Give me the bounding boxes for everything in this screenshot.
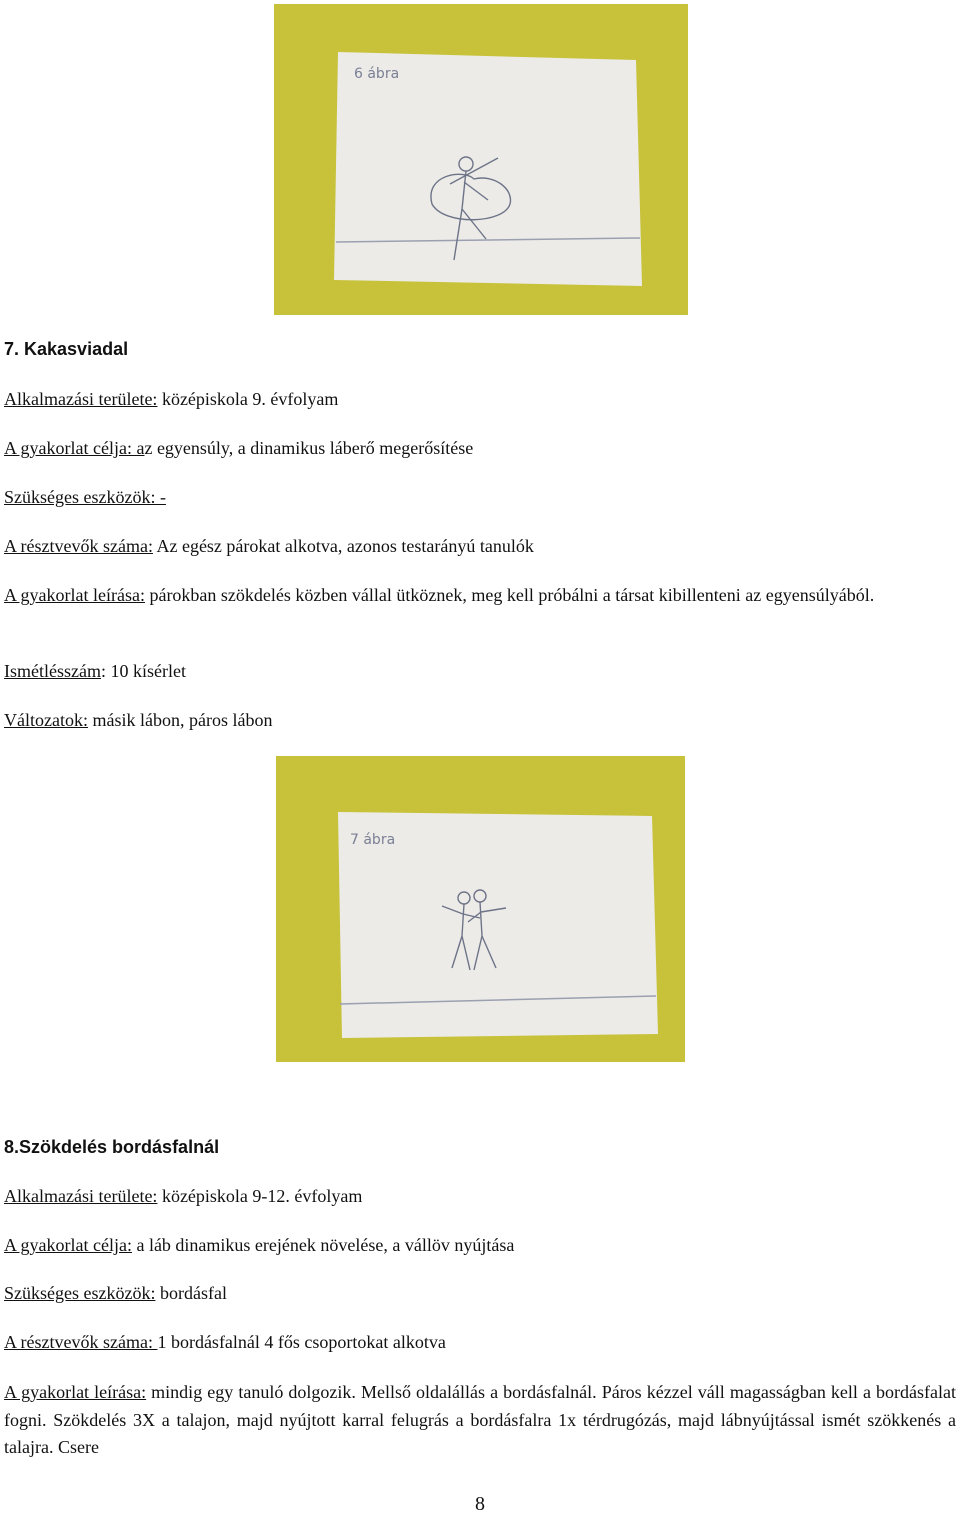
section8-goal [4, 1233, 956, 1257]
section8-tools-label: Szükséges eszközök: [4, 1283, 156, 1303]
section7-application [4, 387, 956, 411]
section7-variants [4, 708, 956, 732]
section7-heading: 7. Kakasviadal [4, 339, 129, 359]
figure-7-drawing [276, 756, 685, 1062]
section8-application-label: Alkalmazási területe: [4, 1186, 158, 1206]
figure-6-label: 6 ábra [354, 66, 400, 82]
section7-tools-label: Szükséges eszközök: - [4, 487, 166, 507]
section8-description-label: A gyakorlat leírása: [4, 1382, 147, 1402]
section7-repetition [4, 659, 956, 683]
section7-description-label: A gyakorlat leírása: [4, 585, 145, 605]
section7-tools [4, 485, 956, 509]
section7-participants-value: Az egész párokat alkotva, azonos testarányú tanulók [152, 536, 534, 556]
section7-goal-value: z egyensúly, a dinamikus láberő megerősítése [144, 438, 474, 458]
section7-variants-value: másik lábon, páros lábon [87, 710, 273, 730]
section8-participants [4, 1330, 956, 1354]
section8-description [4, 1379, 956, 1462]
section7-participants-label: A résztvevők száma: [4, 536, 153, 556]
section8-participants-label: A résztvevők száma: [4, 1332, 158, 1352]
section7-application-value: középiskola 9. évfolyam [157, 389, 339, 409]
figure-6-photo [274, 4, 688, 315]
section7-description [4, 583, 956, 607]
section7-repetition-label: Ismétlésszám [4, 661, 101, 681]
section8-heading: 8.Szökdelés bordásfalnál [4, 1137, 220, 1157]
figure-7-label: 7 ábra [350, 832, 396, 848]
section8-participants-value: 1 bordásfalnál 4 fős csoportokat alkotva [157, 1332, 446, 1352]
section8-tools [4, 1281, 956, 1305]
section8-goal-label: A gyakorlat célja: [4, 1235, 132, 1255]
section8-application-value: középiskola 9-12. évfolyam [157, 1186, 363, 1206]
section8-application [4, 1184, 956, 1208]
figure-7-photo [276, 756, 685, 1062]
section8-goal-value: a láb dinamikus erejének növelése, a vállöv nyújtása [131, 1235, 515, 1255]
section7-repetition-value: : 10 kísérlet [100, 661, 186, 681]
section8-tools-value: bordásfal [155, 1283, 227, 1303]
section7-description-value: párokban szökdelés közben vállal ütköznek, meg kell próbálni a társat kibillenteni az egyensúlyából. [144, 585, 875, 605]
section7-participants [4, 534, 956, 558]
section7-application-label: Alkalmazási területe: [4, 389, 158, 409]
section7-goal [4, 436, 956, 460]
section8-description-value: mindig egy tanuló dolgozik. Mellső oldalállás a bordásfalnál. Páros kézzel váll magasságban kell a bordásfalat fogni. Szökdelés 3X a talajon, majd nyújtott karral felugrás a bordásfalra 1x térdrugózás, majd lábnyújtással ismét szökkenés a talajra. Csere [4, 1382, 957, 1457]
page-number: 8 [475, 1493, 485, 1515]
figure-6-drawing [274, 4, 688, 315]
section7-goal-label: A gyakorlat célja: a [4, 438, 145, 458]
section7-variants-label: Változatok: [4, 710, 88, 730]
